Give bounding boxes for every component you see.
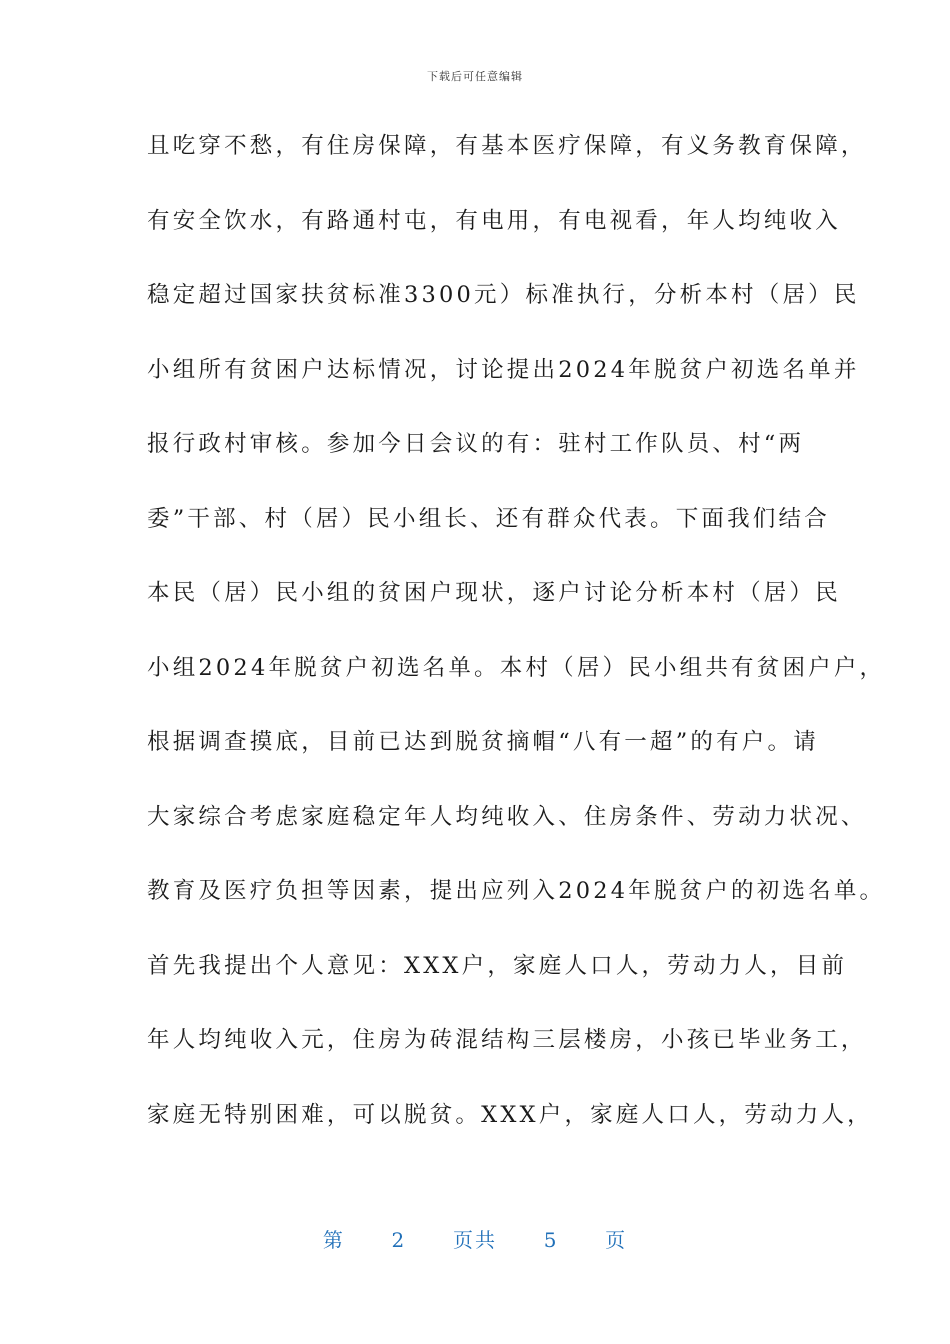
body-line-2: 有安全饮水，有路通村屯，有电用，有电视看，年人均纯收入 [147, 207, 841, 234]
body-line-10: 大家综合考虑家庭稳定年人均纯收入、住房条件、劳动力状况、 [147, 803, 867, 830]
page-footer [0, 1224, 950, 1253]
body-line-1: 且吃穿不愁，有住房保障，有基本医疗保障，有义务教育保障， [147, 133, 867, 159]
body-line-12: 首先我提出个人意见：XXX户，家庭人口人，劳动力人，目前 [147, 952, 848, 979]
footer-suffix: 页 [605, 1228, 628, 1252]
body-line-9: 根据调查摸底，目前已达到脱贫摘帽“八有一超”的有户。请 [147, 729, 819, 755]
footer-middle: 页共 [453, 1228, 497, 1252]
document-body [147, 126, 886, 1169]
body-line-3: 稳定超过国家扶贫标准3300元）标准执行，分析本村（居）民 [147, 282, 860, 308]
body-line-14: 家庭无特别困难，可以脱贫。XXX户，家庭人口人，劳动力人， [147, 1101, 873, 1128]
body-line-11: 教育及医疗负担等因素，提出应列入2024年脱贫户的初选名单。 [147, 878, 886, 904]
body-line-4: 小组所有贫困户达标情况，讨论提出2024年脱贫户初选名单并 [147, 356, 860, 383]
header-note: 下载后可任意编辑 [427, 70, 523, 83]
body-line-8: 小组2024年脱贫户初选名单。本村（居）民小组共有贫困户户， [147, 654, 886, 681]
body-line-5: 报行政村审核。参加今日会议的有：驻村工作队员、村“两 [147, 431, 805, 457]
body-line-13: 年人均纯收入元，住房为砖混结构三层楼房，小孩已毕业务工， [147, 1027, 867, 1053]
body-line-6: 委”干部、村（居）民小组长、还有群众代表。下面我们结合 [147, 505, 830, 532]
footer-prefix: 第 [322, 1228, 345, 1252]
footer-current-page: 2 [391, 1228, 407, 1252]
footer-total-pages: 5 [543, 1228, 559, 1252]
body-line-7: 本民（居）民小组的贫困户现状，逐户讨论分析本村（居）民 [147, 580, 841, 606]
